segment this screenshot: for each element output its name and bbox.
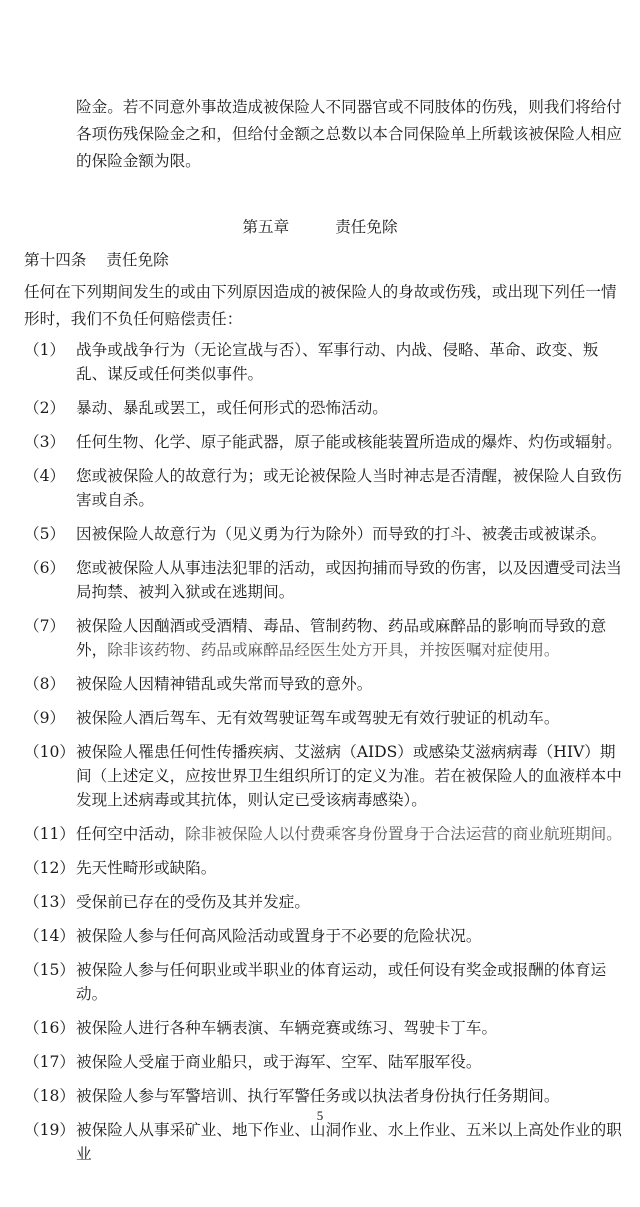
item-text (76, 1118, 624, 1166)
item-number: （14） (24, 927, 76, 945)
item-text (76, 556, 624, 604)
list-item (24, 924, 624, 948)
item-text-main: 被保险人进行各种车辆表演、车辆竞赛或练习、驾驶卡丁车。 (76, 1019, 498, 1037)
item-text (76, 706, 624, 730)
item-text (76, 1084, 624, 1108)
list-item (24, 958, 624, 1006)
item-text (76, 1016, 624, 1040)
list-item (24, 614, 624, 662)
item-number: （3） (24, 433, 66, 451)
item-text-main: 任何空中活动， (76, 825, 186, 843)
chapter-number: 第五章 (242, 218, 290, 236)
item-text (76, 890, 624, 914)
list-item (24, 1050, 624, 1074)
item-number: （2） (24, 399, 66, 417)
list-item (24, 856, 624, 880)
item-text-main: 被保险人参与军警培训、执行军警任务或以执法者身份执行任务期间。 (76, 1087, 560, 1105)
item-text-main: 任何生物、化学、原子能武器，原子能或核能装置所造成的爆炸、灼伤或辐射。 (76, 433, 622, 451)
list-item (24, 396, 624, 420)
item-text (76, 430, 624, 454)
item-number: （17） (24, 1053, 76, 1071)
item-text-main: 被保险人因酗酒或受酒精、毒品、管制药物、药品或麻醉品的影响而导致的意外， (76, 617, 607, 659)
list-item (24, 556, 624, 604)
list-item (24, 1084, 624, 1108)
item-number: （6） (24, 559, 66, 577)
exclusion-list (24, 338, 624, 1176)
item-text (76, 464, 624, 512)
item-text-main: 暴动、暴乱或罢工，或任何形式的恐怖活动。 (76, 399, 388, 417)
item-text (76, 338, 624, 386)
lead-paragraph: 任何在下列期间发生的或由下列原因造成的被保险人的身故或伤残，或出现下列任一情形时，我们不负任何赔偿责任： (24, 283, 617, 328)
list-item (24, 822, 624, 846)
list-item (24, 338, 624, 386)
list-item (24, 464, 624, 512)
item-text-main: 被保险人受雇于商业船只，或于海军、空军、陆军服军役。 (76, 1053, 482, 1071)
intro-paragraph: 险金。若不同意外事故造成被保险人不同器官或不同肢体的伤残，则我们将给付各项伤残保险金之和，但给付金额之总数以本合同保险单上所载该被保险人相应的保险金额为限。 (76, 98, 622, 170)
list-item (24, 672, 624, 696)
list-item (24, 1118, 624, 1166)
item-text-main: 被保险人因精神错乱或失常而导致的意外。 (76, 675, 373, 693)
item-text (76, 1050, 624, 1074)
item-text-main: 您或被保险人的故意行为；或无论被保险人当时神志是否清醒，被保险人自致伤害或自杀。 (76, 467, 622, 509)
page-number: 5 (316, 1108, 324, 1123)
item-number: （1） (24, 341, 66, 359)
list-item (24, 740, 624, 812)
item-text (76, 822, 624, 846)
article-title: 责任免除 (106, 251, 169, 269)
item-number: （5） (24, 525, 66, 543)
chapter-heading (0, 215, 640, 237)
item-text-exception: 除非该药物、药品或麻醉品经医生处方开具，并按医嘱对症使用。 (107, 641, 560, 659)
item-text-main: 因被保险人故意行为（见义勇为行为除外）而导致的打斗、被袭击或被谋杀。 (76, 525, 607, 543)
item-number: （13） (24, 893, 76, 911)
item-text (76, 958, 624, 1006)
item-text-main: 被保险人参与任何职业或半职业的体育运动，或任何设有奖金或报酬的体育运动。 (76, 961, 607, 1003)
item-text (76, 522, 624, 546)
list-item (24, 706, 624, 730)
item-text-main: 先天性畸形或缺陷。 (76, 859, 217, 877)
item-number: （9） (24, 709, 66, 727)
item-text (76, 614, 624, 662)
item-text (76, 924, 624, 948)
item-text-main: 被保险人罹患任何性传播疾病、艾滋病（AIDS）或感染艾滋病病毒（HIV）期间（上述定义，应按世界卫生组织所订的定义为准。若在被保险人的血液样本中发现上述病毒或其抗体，则认定已受该病毒感染）。 (76, 743, 622, 809)
item-text (76, 740, 624, 812)
item-number: （8） (24, 675, 66, 693)
list-item (24, 430, 624, 454)
item-number: （11） (24, 825, 76, 843)
item-text (76, 856, 624, 880)
article-heading (24, 248, 169, 270)
article-number: 第十四条 (24, 251, 87, 269)
item-number: （10） (24, 743, 76, 761)
list-item (24, 1016, 624, 1040)
item-number: （16） (24, 1019, 76, 1037)
item-number: （12） (24, 859, 76, 877)
item-text (76, 396, 624, 420)
list-item (24, 890, 624, 914)
item-text-main: 战争或战争行为（无论宣战与否）、军事行动、内战、侵略、革命、政变、叛乱、谋反或任何类似事件。 (76, 341, 599, 383)
item-number: （18） (24, 1087, 76, 1105)
item-text-main: 被保险人从事采矿业、地下作业、山洞作业、水上作业、五米以上高处作业的职业 (76, 1121, 622, 1163)
item-text-main: 受保前已存在的受伤及其并发症。 (76, 893, 310, 911)
item-number: （15） (24, 961, 76, 979)
list-item (24, 522, 624, 546)
item-text-exception: 除非被保险人以付费乘客身份置身于合法运营的商业航班期间。 (185, 825, 622, 843)
item-text (76, 672, 624, 696)
item-number: （19） (24, 1121, 76, 1139)
item-number: （7） (24, 617, 66, 635)
item-number: （4） (24, 467, 66, 485)
item-text-main: 被保险人酒后驾车、无有效驾驶证驾车或驾驶无有效行驶证的机动车。 (76, 709, 560, 727)
item-text-main: 您或被保险人从事违法犯罪的活动，或因拘捕而导致的伤害，以及因遭受司法当局拘禁、被判入狱或在逃期间。 (76, 559, 622, 601)
item-text-main: 被保险人参与任何高风险活动或置身于不必要的危险状况。 (76, 927, 482, 945)
chapter-title: 责任免除 (335, 218, 398, 236)
